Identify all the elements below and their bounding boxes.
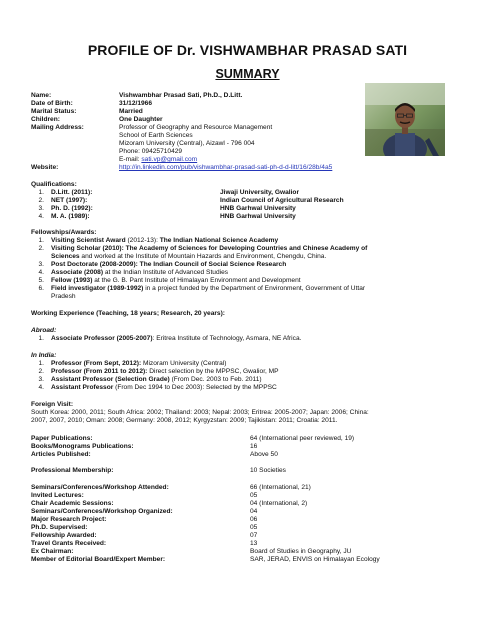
stat-label: Ex Chairman: — [31, 548, 74, 555]
list-number: 3. — [38, 376, 44, 383]
list-number: 2. — [38, 197, 44, 204]
mailing-value: Professor of Geography and Resource Management — [119, 124, 273, 131]
list-number: 1. — [38, 237, 44, 244]
fellowship-item — [51, 285, 365, 293]
qualification-place: HNB Garhwal University — [220, 213, 296, 220]
fellowship-title: Field investigator (1989-1992) — [51, 285, 144, 292]
fellowship-text: (2012-13): — [125, 237, 160, 244]
address-line: Phone: 09425710429 — [119, 148, 183, 155]
position-title: Assistant Professor (Selection Grade) — [51, 376, 170, 383]
fellowship-text: at the Indian Institute of Advanced Studies — [103, 269, 229, 276]
stat-value: 07 — [250, 532, 258, 539]
position-detail: : Eritrea Institute of Technology, Asmara, NE Africa. — [152, 335, 302, 342]
stat-label: Seminars/Conferences/Workshop Attended: — [31, 484, 169, 491]
fellowship-org: Sciences — [51, 253, 80, 260]
summary-heading: SUMMARY — [215, 67, 280, 81]
list-number: 3. — [38, 205, 44, 212]
list-number: 1. — [38, 189, 44, 196]
qualifications-heading: Qualifications: — [31, 181, 77, 188]
fellowship-title: Fellow (1993) — [51, 277, 93, 284]
fellowship-item-cont: Pradesh — [51, 293, 76, 300]
fellowship-title: Associate (2008) — [51, 269, 104, 276]
abroad-item — [51, 335, 301, 343]
fellowship-text: and worked at the Institute of Mountain Hazards and Environment, Chengdu, China. — [79, 253, 327, 260]
dob-value: 31/12/1966 — [119, 100, 153, 107]
abroad-heading: Abroad: — [31, 327, 57, 334]
stat-label: Fellowship Awarded: — [31, 532, 97, 539]
fellowship-item: Visiting Scholar (2010): The Academy of Sciences for Developing Countries and Chinese Academy of — [51, 245, 368, 252]
position-detail: Mizoram University (Central) — [141, 360, 227, 367]
stat-value: 16 — [250, 443, 258, 450]
email-line — [119, 156, 197, 164]
profile-photo — [365, 83, 445, 156]
stat-value: 05 — [250, 524, 258, 531]
list-number: 3. — [38, 261, 44, 268]
foreign-visits: South Korea: 2000, 2011; South Africa: 2002; Thailand: 2003; Nepal: 2003; Eritrea: 2005-2007; Japan: 2006; China: — [31, 409, 369, 416]
india-item — [51, 384, 277, 392]
india-item — [51, 368, 279, 376]
position-detail: (From Dec 1994 to Dec 2003): Selected by the MPPSC — [113, 384, 277, 391]
stat-value: 04 — [250, 508, 258, 515]
name-value: Vishwambhar Prasad Sati, Ph.D., D.Litt. — [119, 92, 243, 99]
stat-label: Travel Grants Received: — [31, 540, 107, 547]
stat-value: 04 (International, 2) — [250, 500, 308, 507]
stat-label: Major Research Project: — [31, 516, 107, 523]
foreign-heading: Foreign Visit: — [31, 401, 74, 408]
position-title: Professor (From 2011 to 2012): — [51, 368, 148, 375]
stat-value: 10 Societies — [250, 467, 286, 474]
stat-value: SAR, JERAD, ENVIS on Himalayan Ecology — [250, 556, 380, 563]
stat-label: Books/Monograms Publications: — [31, 443, 134, 450]
qualification-place: Jiwaji University, Gwalior — [220, 189, 300, 196]
stat-label: Invited Lectures: — [31, 492, 84, 499]
stat-label: Seminars/Conferences/Workshop Organized: — [31, 508, 173, 515]
stat-value: 64 (International peer reviewed, 19) — [250, 435, 355, 442]
list-number: 1. — [38, 360, 44, 367]
qualification-degree: M. A. (1989): — [51, 213, 90, 220]
fellowship-item — [51, 237, 278, 245]
list-number: 5. — [38, 277, 44, 284]
qualification-place: HNB Garhwal University — [220, 205, 296, 212]
qualification-degree: Ph. D. (1992): — [51, 205, 93, 212]
stat-label: Professional Membership: — [31, 467, 114, 474]
fellowship-title: Visiting Scientist Award — [51, 237, 126, 244]
list-number: 2. — [38, 245, 44, 252]
address-line: Mizoram University (Central), Aizawl - 796 004 — [119, 140, 255, 147]
list-number: 4. — [38, 213, 44, 220]
position-title: Professor (From Sept, 2012): — [51, 360, 142, 367]
stat-value: Above 50 — [250, 451, 278, 458]
stat-value: 13 — [250, 540, 258, 547]
position-detail: (From Dec. 2003 to Feb. 2011) — [169, 376, 262, 383]
list-number: 1. — [38, 335, 44, 342]
fellowship-text: at the G. B. Pant Institute of Himalayan Environment and Development — [92, 277, 301, 284]
marital-value: Married — [119, 108, 143, 115]
dob-label: Date of Birth: — [31, 100, 73, 107]
profile-photo-image — [365, 83, 445, 156]
qualification-place: Indian Council of Agricultural Research — [220, 197, 344, 204]
email-link[interactable]: sati.vp@gmail.com — [141, 156, 198, 163]
website-label: Website: — [31, 164, 59, 171]
children-label: Children: — [31, 116, 60, 123]
stat-label: Member of Editorial Board/Expert Member: — [31, 556, 166, 563]
stat-label: Articles Published: — [31, 451, 91, 458]
fellowship-item — [51, 277, 301, 285]
fellowships-heading: Fellowships/Awards: — [31, 229, 97, 236]
marital-label: Marital Status: — [31, 108, 77, 115]
stat-label: Chair Academic Sessions: — [31, 500, 114, 507]
fellowship-item-cont — [51, 253, 326, 261]
work-heading: Working Experience (Teaching, 18 years; Research, 20 years): — [31, 310, 225, 317]
email-label: E-mail: — [119, 156, 142, 163]
position-title: Associate Professor (2005-2007) — [51, 335, 153, 342]
qualification-degree: NET (1997): — [51, 197, 88, 204]
list-number: 4. — [38, 384, 44, 391]
list-number: 6. — [38, 285, 44, 292]
position-detail: Direct selection by the MPPSC, Gwalior, MP — [147, 368, 279, 375]
list-number: 2. — [38, 368, 44, 375]
fellowship-text: in a project funded by the Department of Environment, Government of Uttar — [143, 285, 366, 292]
india-item — [51, 360, 227, 368]
fellowship-item: Post Doctorate (2008-2009): The Indian Council of Social Science Research — [51, 261, 287, 268]
stat-value: Board of Studies in Geography, JU — [250, 548, 352, 555]
stat-value: 05 — [250, 492, 258, 499]
india-heading: In India: — [31, 352, 57, 359]
fellowship-org: The Indian National Science Academy — [159, 237, 279, 244]
mailing-label: Mailing Address: — [31, 124, 84, 131]
stat-value: 06 — [250, 516, 258, 523]
children-value: One Daughter — [119, 116, 163, 123]
address-line: School of Earth Sciences — [119, 132, 193, 139]
fellowship-item — [51, 269, 228, 277]
india-item — [51, 376, 262, 384]
name-label: Name: — [31, 92, 52, 99]
stat-label: Ph.D. Supervised: — [31, 524, 88, 531]
website-link[interactable]: http://in.linkedin.com/pub/vishwambhar-prasad-sati-ph-d-d-litt/16/28b/4a5 — [119, 164, 333, 171]
stat-label: Paper Publications: — [31, 435, 93, 442]
position-title: Assistant Professor — [51, 384, 114, 391]
stat-value: 66 (International, 21) — [250, 484, 311, 491]
foreign-visits: 2007, 2007, 2010; Oman: 2008; Germany: 2008, 2012; Kyrgyzstan: 2009; Tajikistan: 2011; Croatia: 2011. — [31, 417, 338, 424]
page-title: PROFILE OF Dr. VISHWAMBHAR PRASAD SATI — [87, 42, 408, 58]
list-number: 4. — [38, 269, 44, 276]
qualification-degree: D.Litt. (2011): — [51, 189, 93, 196]
